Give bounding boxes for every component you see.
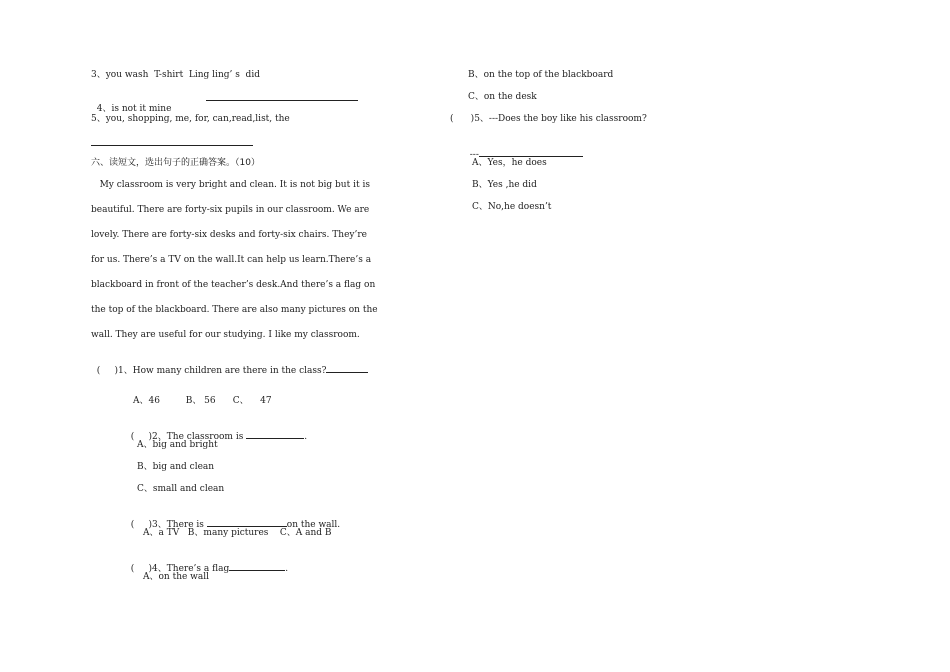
question-2-blank[interactable] bbox=[246, 429, 304, 439]
question-5-option-c: C、No,he doesn’t bbox=[472, 202, 552, 212]
question-1 bbox=[91, 351, 368, 377]
passage-line: blackboard in front of the teacher’s desk.And there’s a flag on bbox=[91, 280, 376, 290]
question-2-option-a: A、big and bright bbox=[137, 440, 218, 450]
question-4-row bbox=[91, 91, 171, 115]
question-5-option-b: B、Yes ,he did bbox=[472, 180, 537, 190]
question-2-option-b: B、big and clean bbox=[137, 462, 215, 472]
question-2-option-c: C、small and clean bbox=[137, 484, 225, 494]
question-1-blank[interactable] bbox=[326, 363, 368, 373]
question-5-option-a: A、Yes，he does bbox=[472, 158, 547, 168]
question-4-option-a: A、on the wall bbox=[143, 572, 210, 582]
passage-line: lovely. There are forty-six desks and forty-six chairs. They’re bbox=[91, 230, 367, 240]
question-2-text: ( )2、The classroom is bbox=[130, 432, 244, 442]
question-2-end: . bbox=[304, 432, 308, 442]
question-3-words: 3、you wash T-shirt Ling ling’ s did bbox=[91, 70, 260, 80]
passage-line: the top of the blackboard. There are also many pictures on the bbox=[91, 305, 378, 315]
question-4-text: ( )4、There’s a flag bbox=[130, 564, 230, 574]
question-3-end: on the wall. bbox=[286, 520, 341, 530]
question-4-option-b: B、on the top of the blackboard bbox=[468, 70, 614, 80]
question-5-words: 5、you, shopping, me, for, can,read,list, the bbox=[91, 114, 290, 124]
passage-line: for us. There’s a TV on the wall.It can help us learn.There’s a bbox=[91, 255, 372, 265]
passage-line: My classroom is very bright and clean. It is not big but it is bbox=[91, 180, 370, 190]
question-4-answer-blank[interactable] bbox=[206, 100, 358, 101]
question-4-end: . bbox=[285, 564, 289, 574]
question-5-dash: --- bbox=[469, 150, 479, 160]
question-5-answer-blank[interactable] bbox=[91, 145, 253, 146]
question-1-text: ( )1、How many children are there in the class? bbox=[96, 366, 327, 376]
question-4-option-c: C、on the desk bbox=[468, 92, 537, 102]
question-3-blank[interactable] bbox=[207, 517, 287, 527]
question-5: ( )5、---Does the boy like his classroom? bbox=[450, 114, 647, 124]
question-3-options: A、a TV B、many pictures C、A and B bbox=[143, 528, 332, 538]
question-3-text: ( )3、There is bbox=[130, 520, 204, 530]
passage-line: wall. They are useful for our studying. I like my classroom. bbox=[91, 330, 360, 340]
question-4-blank[interactable] bbox=[229, 561, 285, 571]
section-6-title: 六、读短文，选出句子的正确答案。（10） bbox=[91, 158, 260, 168]
question-5-blank[interactable] bbox=[479, 147, 583, 157]
question-4-words: 4、is not it mine bbox=[96, 104, 172, 114]
question-1-options: A、46 B、 56 C、 47 bbox=[133, 396, 272, 406]
passage-line: beautiful. There are forty-six pupils in our classroom. We are bbox=[91, 205, 370, 215]
